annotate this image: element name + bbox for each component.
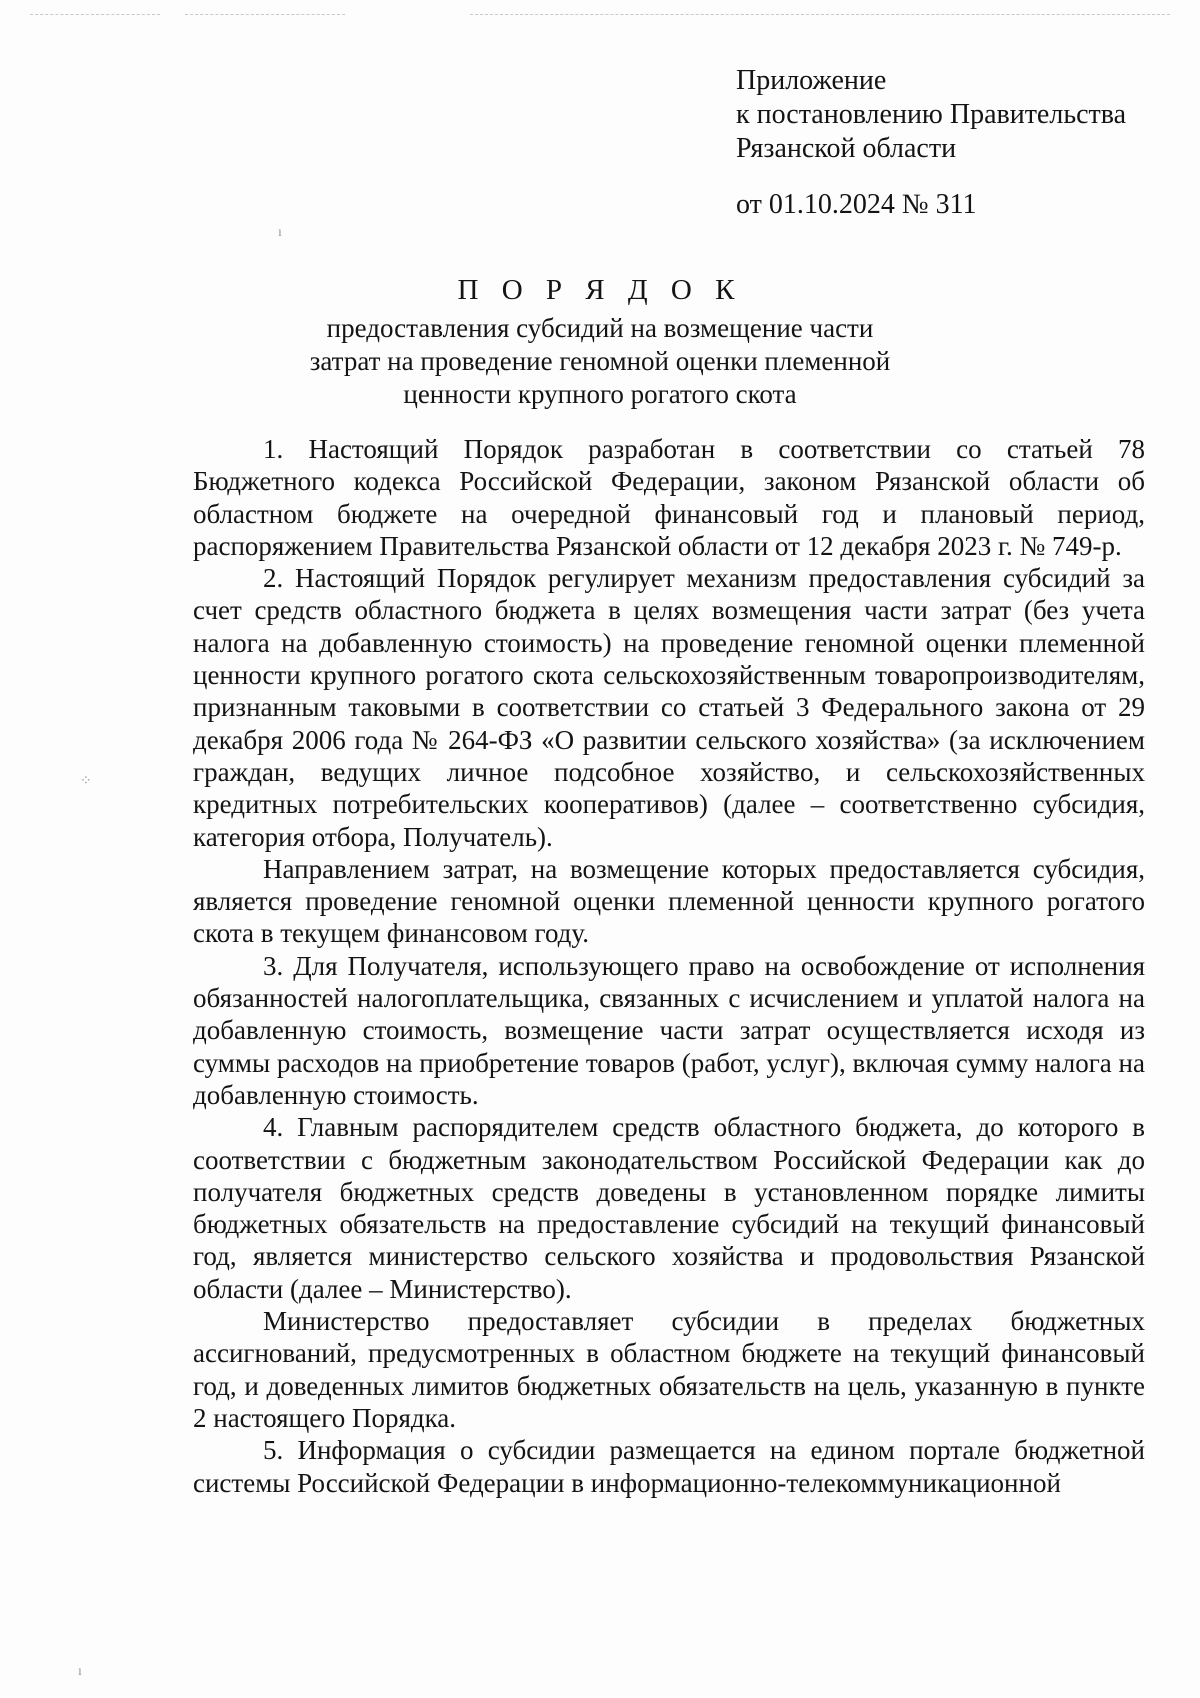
paragraph: Министерство предоставляет субсидии в пределах бюджетных ассигнований, предусмотренных в областном бюджете на текущий финансовый год, и доведенных лимитов бюджетных обязательств на цель, указанную в пункте 2 настоящего Порядка. — [193, 1306, 1145, 1433]
scan-artifact-speck: ı — [78, 1664, 82, 1679]
appendix-region: Рязанской области — [736, 133, 957, 164]
appendix-resolution: к постановлению Правительства — [736, 99, 1127, 130]
document-subtitle-line: предоставления субсидий на возмещение части — [326, 313, 874, 343]
scan-artifact-line — [185, 14, 345, 15]
appendix-block — [736, 64, 1176, 222]
appendix-date-number: от 01.10.2024 № 311 — [736, 189, 977, 220]
document-body — [193, 433, 1145, 1499]
paragraph: 1. Настоящий Порядок разработан в соответствии со статьей 78 Бюджетного кодекса Российской Федерации, законом Рязанской области об областном бюджете на очередной финансовый год и плановый период, распоряжением Правительства Рязанской области от 12 декабря 2023 г. № 749-р. — [193, 434, 1145, 561]
paragraph: 5. Информация о субсидии размещается на едином портале бюджетной системы Российской Федерации в информационно-телекоммуникационной — [193, 1435, 1145, 1498]
paragraph: 2. Настоящий Порядок регулирует механизм предоставления субсидий за счет средств областного бюджета в целях возмещения части затрат (без учета налога на добавленную стоимость) на проведение геномной оценки племенной ценности крупного рогатого скота сельскохозяйственным товаропроизводителям, признанным таковыми в соответствии со статьей 3 Федерального закона от 29 декабря 2006 года № 264-ФЗ «О развитии сельского хозяйства» (за исключением граждан, ведущих личное подсобное хозяйство, и сельскохозяйственных кредитных потребительских кооперативов) (далее – соответственно субсидия, категория отбора, Получатель). — [193, 563, 1145, 852]
paragraph: 4. Главным распорядителем средств областного бюджета, до которого в соответствии с бюджетным законодательством Российской Федерации как до получателя бюджетных средств доведены в установленном порядке лимиты бюджетных обязательств на предоставление субсидий на текущий финансовый год, является министерство сельского хозяйства и продовольствия Рязанской области (далее – Министерство). — [193, 1112, 1145, 1304]
paragraph: 3. Для Получателя, использующего право на освобождение от исполнения обязанностей налогоплательщика, связанных с исчислением и уплатой налога на добавленную стоимость, возмещение части затрат осуществляется исходя из суммы расходов на приобретение товаров (работ, услуг), включая сумму налога на добавленную стоимость. — [193, 950, 1145, 1110]
scan-artifact-line — [30, 14, 160, 15]
scan-artifact-line — [470, 14, 1170, 15]
document-title: П О Р Я Д О К — [457, 274, 743, 306]
document-subtitle-line: затрат на проведение геномной оценки племенной — [309, 346, 891, 376]
document-subtitle-line: ценности крупного рогатого скота — [403, 379, 797, 409]
document-heading — [0, 272, 1200, 411]
appendix-label: Приложение — [736, 65, 887, 96]
scan-artifact-speck: ı — [278, 225, 282, 240]
paragraph: Направлением затрат, на возмещение которых предоставляется субсидия, является проведение геномной оценки племенной ценности крупного рогатого скота в текущем финансовом году. — [193, 853, 1145, 949]
scan-artifact-speck: ⁘ — [80, 774, 92, 789]
